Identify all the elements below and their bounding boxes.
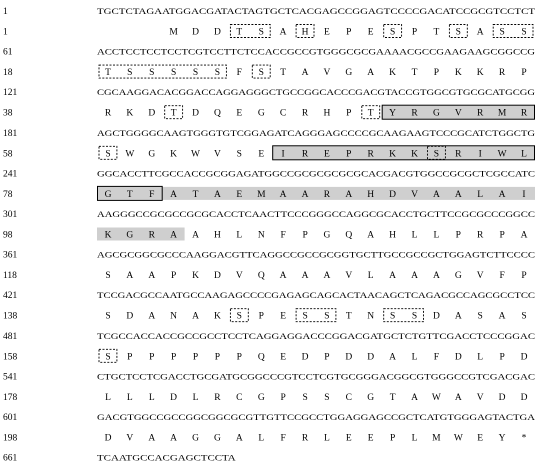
amino-acid-residue: S [127,68,133,79]
amino-acid-residue: S [236,149,242,160]
amino-acid-residue: D [345,352,353,363]
amino-acid-residue: G [213,433,221,444]
amino-acid-residue: Q [345,230,353,241]
amino-acid-residue: I [281,149,285,160]
amino-acid-residue: E [236,108,243,119]
amino-acid-residue: F [280,230,286,241]
amino-acid-residue: D [454,352,462,363]
amino-acid-residue: T [345,311,352,322]
amino-acid-residue: S [411,311,418,322]
amino-acid-residue: T [105,68,111,79]
amino-acid-residue: R [477,108,484,119]
amino-acid-residue: V [126,433,134,444]
amino-acid-residue: A [498,189,506,200]
amino-acid-residue: P [302,230,308,241]
amino-acid-residue: P [433,68,440,79]
nt-position-number: 301 [3,210,18,220]
amino-acid-residue: A [279,189,287,200]
amino-acid-residue: N [257,230,265,241]
aa-position-number: 138 [3,311,18,322]
amino-acid-residue: D [213,27,221,38]
amino-acid-residue: L [323,433,330,444]
aa-position-number: 118 [3,271,17,282]
nucleotide-line: TCGCCACCACCGCCGCCTCCTCAGGAGGACCCGGACGATGCTCTGTTCGACCTCCCGGAC [97,331,535,341]
amino-acid-residue: I [478,149,482,160]
amino-acid-residue: S [105,271,111,282]
amino-acid-residue: S [258,68,264,79]
amino-acid-residue: H [301,27,309,38]
amino-acid-residue: T [389,392,396,403]
amino-acid-residue: F [499,271,505,282]
amino-acid-residue: A [432,189,440,200]
nt-position-number: 481 [3,331,18,342]
amino-acid-residue: K [104,230,112,241]
amino-acid-residue: P [324,352,330,363]
amino-acid-residue: C [279,108,287,119]
amino-acid-residue: W [431,392,441,403]
aa-position-number: 58 [3,149,13,160]
amino-acid-residue: S [302,311,308,322]
aa-position-number: 18 [3,68,13,79]
amino-acid-residue: M [497,108,507,119]
amino-acid-residue: R [301,433,309,444]
amino-acid-residue: P [192,352,199,363]
amino-acid-residue: L [367,271,374,282]
nucleotide-line: GGCACCTTCGCCACCGCGGAGATGGCCGCGCGCGCGCACGACGTGGCCGCGCTCGCCATC [97,169,535,179]
amino-acid-residue: G [345,68,353,79]
amino-acid-residue: T [236,27,243,38]
nucleotide-line: CGCAAGGACACGGACCAGGAGGGCTGCCGGCACCCGACGTACCGTGGCGTGCGCATGCGG [97,88,536,98]
amino-acid-residue: I [522,189,526,200]
amino-acid-residue: E [367,27,374,38]
amino-acid-residue: A [148,433,156,444]
amino-acid-residue: S [236,311,242,322]
nucleotide-line: TGCTCTAGAATGGACGATACTAGTGCTCACGAGCCGGAGTCCCCGACATCCGCGTCCTCT [97,7,536,16]
amino-acid-residue: S [455,27,461,38]
amino-acid-residue: M [169,27,178,38]
amino-acid-residue: D [213,271,221,282]
nucleotide-line: TCCGACGCCAATGCCAAGAGCCCCGAGAGCAGCACTAACAGCTCAGACGCCAGCGCCTCC [97,291,535,301]
amino-acid-residue: P [346,149,352,160]
amino-acid-residue: P [236,352,242,363]
amino-acid-residue: G [432,108,440,119]
amino-acid-residue: S [477,311,483,322]
amino-acid-residue: D [367,352,375,363]
amino-acid-residue: G [104,189,112,200]
amino-acid-residue: H [323,108,331,119]
amino-acid-residue: K [213,311,221,322]
amino-acid-residue: L [411,352,418,363]
amino-acid-residue: A [520,230,528,241]
amino-acid-residue: A [213,189,221,200]
amino-acid-residue: G [192,433,199,444]
amino-acid-residue: W [453,433,463,444]
amino-acid-residue: S [105,149,111,160]
amino-acid-residue: H [213,230,221,241]
amino-acid-residue: N [170,311,178,322]
aa-position-number: 198 [3,433,18,444]
amino-acid-residue: R [214,392,221,403]
amino-acid-residue: P [170,271,177,282]
amino-acid-residue: R [323,189,331,200]
amino-acid-residue: A [126,271,134,282]
nucleotide-line: GACGTGGCCGCCGGCGGCGCGTTGTTCCGCCTGGAGGAGCCGCTCATGTGGGAGTACTGA [97,413,536,422]
amino-acid-residue: C [236,392,243,403]
amino-acid-residue: D [520,392,528,403]
amino-acid-residue: E [258,149,265,160]
amino-acid-residue: D [170,392,178,403]
amino-acid-residue: E [477,433,484,444]
amino-acid-residue: S [258,27,264,38]
amino-acid-residue: M [432,433,441,444]
amino-acid-residue: K [411,149,418,160]
amino-acid-residue: D [520,352,528,363]
amino-acid-residue: P [127,352,133,363]
amino-acid-residue: W [125,149,135,160]
amino-acid-residue: K [454,68,462,79]
amino-acid-residue: * [521,433,527,444]
amino-acid-residue: D [498,392,506,403]
nt-position-number: 241 [3,169,18,180]
amino-acid-residue: V [476,271,484,282]
text-layer [3,7,535,464]
amino-acid-residue: A [411,392,418,403]
amino-acid-residue: P [170,352,177,363]
amino-acid-residue: S [302,392,308,403]
amino-acid-residue: R [104,108,112,119]
aa-position-number: 78 [3,189,13,200]
amino-acid-residue: V [411,189,418,200]
nt-position-number: 121 [3,88,18,99]
amino-acid-residue: R [498,68,506,79]
amino-acid-residue: T [411,68,418,79]
amino-acid-residue: D [389,189,397,200]
amino-acid-residue: W [191,149,200,160]
amino-acid-residue: A [192,230,199,241]
amino-acid-residue: L [258,433,265,444]
amino-acid-residue: A [367,68,375,79]
amino-acid-residue: S [324,392,330,403]
amino-acid-residue: A [323,271,331,282]
amino-acid-residue: A [432,271,440,282]
nucleotide-line: AAGGGCCGCGCCGCGCACCTCAACTTCCCGGGCCAGGCGCACCTGCTTCCGCGCCCGGCC [97,210,535,219]
amino-acid-residue: V [323,68,331,79]
amino-acid-residue: R [301,108,309,119]
amino-acid-residue: S [149,68,155,79]
amino-acid-residue: A [170,230,178,241]
amino-acid-residue: P [149,352,155,363]
amino-acid-residue: S [433,149,440,160]
amino-acid-residue: S [105,311,111,322]
amino-acid-residue: K [126,108,134,119]
amino-acid-residue: T [170,108,177,119]
amino-acid-residue: E [236,189,243,200]
amino-acid-residue: T [126,189,133,200]
amino-acid-residue: D [104,433,112,444]
amino-acid-residue: D [148,108,156,119]
amino-acid-residue: L [105,392,111,403]
amino-acid-residue: A [389,352,397,363]
amino-acid-residue: D [192,27,199,38]
amino-acid-residue: Y [498,433,506,444]
amino-acid-residue: S [324,311,330,322]
aa-position-number: 98 [3,230,13,241]
amino-acid-residue: V [476,392,484,403]
amino-acid-residue: T [280,68,287,79]
amino-acid-residue: L [411,230,418,241]
amino-acid-residue: A [454,189,462,200]
nt-position-number: 361 [3,250,18,261]
amino-acid-residue: V [213,149,221,160]
aa-position-number: 1 [3,27,8,38]
amino-acid-residue: G [257,108,265,119]
amino-acid-residue: W [497,149,507,160]
amino-acid-residue: E [367,433,374,444]
amino-acid-residue: D [126,311,134,322]
amino-acid-residue: A [367,230,375,241]
amino-acid-residue: E [345,433,352,444]
amino-acid-residue: Q [257,352,265,363]
nucleotide-line: CTGCTCCTCGACCTGCGATGCGGCCCGTCCTCGTGCGGGACGGCGTGGGCCGTCGACGAC [97,372,535,382]
amino-acid-residue: A [192,311,199,322]
amino-acid-residue: R [411,108,418,119]
amino-acid-residue: G [148,149,156,160]
nt-position-number: 541 [3,372,18,383]
amino-acid-residue: D [432,311,440,322]
amino-acid-residue: F [433,352,440,363]
amino-acid-residue: K [170,149,178,160]
amino-acid-residue: A [148,311,156,322]
aa-position-number: 38 [3,108,13,119]
amino-acid-residue: F [149,189,155,200]
amino-acid-residue: G [126,230,134,241]
amino-acid-residue: G [257,392,265,403]
amino-acid-residue: F [280,433,286,444]
amino-acid-residue: V [345,271,353,282]
amino-acid-residue: K [389,68,397,79]
phosphosite-box [99,65,226,78]
amino-acid-residue: R [520,108,528,119]
amino-acid-residue: P [389,433,396,444]
amino-acid-residue: S [105,352,111,363]
amino-acid-residue: K [389,149,397,160]
amino-acid-residue: E [280,352,287,363]
amino-acid-residue: H [389,230,397,241]
nt-position-number: 601 [3,413,18,423]
amino-acid-residue: S [499,27,505,38]
amino-acid-residue: L [477,189,484,200]
amino-acid-residue: A [454,392,462,403]
amino-acid-residue: K [476,68,484,79]
amino-acid-residue: P [214,352,221,363]
amino-acid-residue: A [498,311,506,322]
amino-acid-residue: S [192,68,199,79]
amino-acid-residue: A [389,271,397,282]
nt-position-number: 181 [3,128,18,139]
amino-acid-residue: P [346,27,352,38]
amino-acid-residue: A [345,189,353,200]
amino-acid-residue: T [367,108,374,119]
amino-acid-residue: E [323,27,330,38]
amino-acid-residue: P [258,311,264,322]
amino-acid-residue: C [345,392,352,403]
amino-acid-residue: A [279,27,287,38]
amino-acid-residue: N [367,311,375,322]
amino-acid-residue: R [367,149,374,160]
amino-acid-residue: R [301,149,309,160]
amino-acid-residue: G [367,392,375,403]
amino-acid-residue: A [279,271,287,282]
amino-acid-residue: P [499,352,505,363]
amino-acid-residue: S [521,27,527,38]
amino-acid-residue: Q [257,271,265,282]
amino-acid-residue: L [477,352,484,363]
amino-acid-residue: A [476,27,484,38]
amino-acid-residue: H [367,189,375,200]
amino-acid-residue: A [235,433,243,444]
amino-acid-residue: L [521,149,527,160]
nucleotide-line: AGCTGGGGCAAGTGGGTGTCGGAGATCAGGGAGCCCCGCAAGAAGTCCCGCATCTGGCTG [97,128,536,138]
aa-position-number: 178 [3,392,18,403]
amino-acid-residue: G [454,271,462,282]
nucleotide-line: AGCGCGGCGCCCAAGGACGTTCAGGCCGCCGCGGTGCTTGCCGCCGCTGGAGTCTTCCCC [97,250,535,260]
amino-acid-residue: E [323,149,330,160]
amino-acid-residue: T [433,27,440,38]
amino-acid-residue: P [411,27,418,38]
domain-highlight [272,146,535,159]
nucleotide-line: TCAATGCCACGAGCTCCTA [97,453,236,463]
amino-acid-residue: P [455,230,461,241]
nt-position-number: 1 [3,7,8,17]
amino-acid-residue: R [148,230,155,241]
nucleotide-line: ACCTCCTCCTCCTCGTCCTTCTCCACCGCCGTGGGCGCGAAAACGCCGAAGAAGCGGCCG [97,47,536,57]
amino-acid-residue: F [236,68,242,79]
amino-acid-residue: D [192,108,199,119]
amino-acid-residue: P [521,271,527,282]
amino-acid-residue: P [280,392,286,403]
nt-position-number: 61 [3,47,13,58]
amino-acid-residue: M [257,189,266,200]
amino-acid-residue: P [346,108,352,119]
amino-acid-residue: L [148,392,155,403]
amino-acid-residue: L [126,392,133,403]
amino-acid-residue: A [170,433,178,444]
amino-acid-residue: A [148,271,156,282]
nt-position-number: 421 [3,291,18,302]
amino-acid-residue: K [192,271,199,282]
amino-acid-residue: P [521,68,527,79]
aa-position-number: 158 [3,352,18,363]
amino-acid-residue: A [301,271,309,282]
nt-position-number: 661 [3,453,18,464]
amino-acid-residue: R [455,149,462,160]
amino-acid-residue: P [499,230,505,241]
amino-acid-residue: S [389,27,396,38]
amino-acid-residue: V [235,271,243,282]
amino-acid-residue: L [192,392,199,403]
amino-acid-residue: D [301,352,309,363]
amino-acid-residue: A [301,189,309,200]
amino-acid-residue: A [301,68,309,79]
amino-acid-residue: S [521,311,527,322]
amino-acid-residue: S [214,68,221,79]
amino-acid-residue: A [411,271,418,282]
amino-acid-residue: S [170,68,177,79]
amino-acid-residue: V [454,108,462,119]
amino-acid-residue: A [454,311,462,322]
amino-acid-residue: L [433,230,440,241]
amino-acid-residue: L [411,433,418,444]
amino-acid-residue: A [170,189,178,200]
amino-acid-residue: Y [389,108,397,119]
amino-acid-residue: T [192,189,199,200]
amino-acid-residue: G [323,230,331,241]
amino-acid-residue: L [236,230,243,241]
amino-acid-residue: E [280,311,287,322]
amino-acid-residue: R [477,230,484,241]
amino-acid-residue: S [389,311,396,322]
amino-acid-residue: Q [213,108,221,119]
